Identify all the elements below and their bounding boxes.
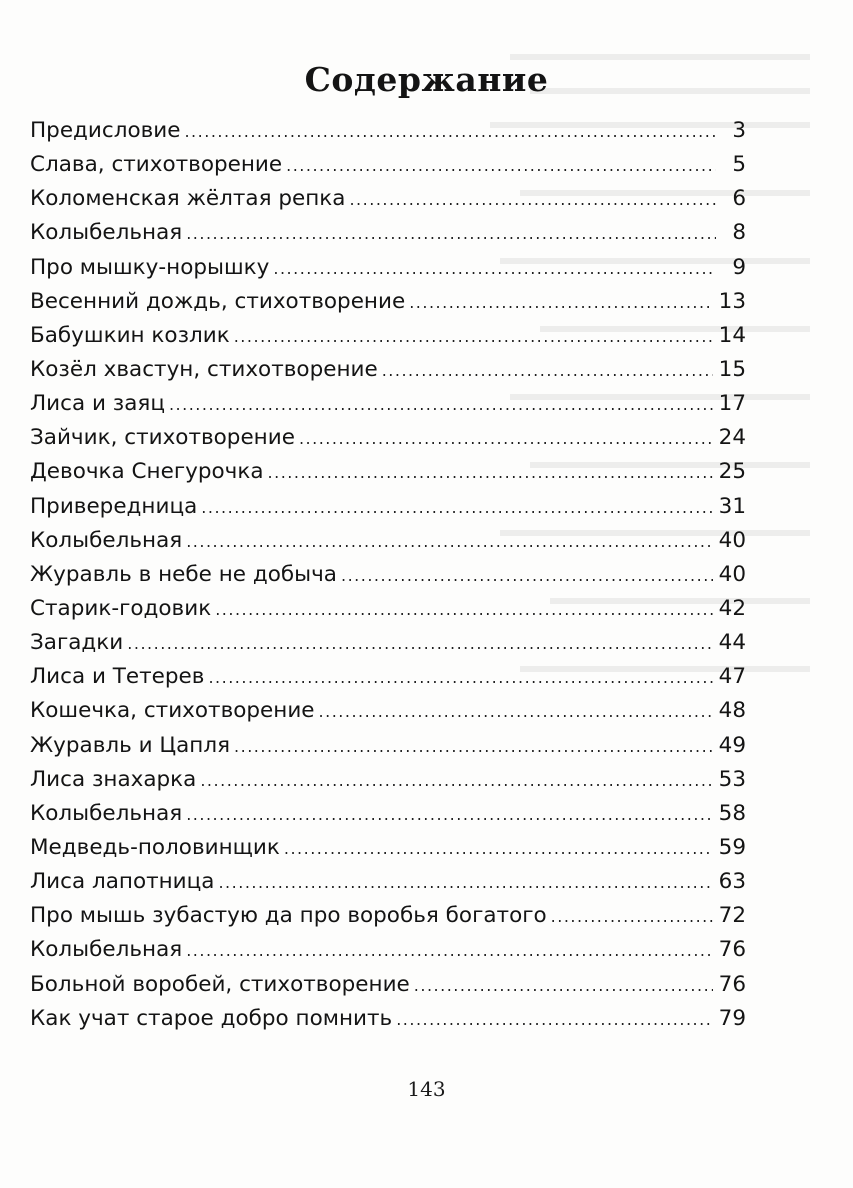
toc-entry-title: Бабушкин козлик (30, 322, 230, 348)
toc-entry-page: 6 (732, 186, 746, 212)
toc-entry (30, 455, 746, 489)
toc-entry (30, 251, 746, 285)
toc-entry-page: 72 (718, 903, 746, 929)
dot-leader (382, 354, 713, 387)
dot-leader (414, 969, 713, 1002)
toc-entry-title: Лиса и Тетерев (30, 664, 205, 690)
dot-leader (208, 661, 712, 694)
toc-entry-page: 3 (732, 118, 746, 143)
dot-leader (284, 832, 713, 865)
dot-leader (215, 593, 712, 626)
toc-entry-page: 25 (718, 459, 746, 485)
toc-entry-title: Колыбельная (30, 937, 183, 963)
toc-entry-title: Лиса знахарка (30, 766, 197, 792)
toc-entry-title: Про мышку-норышку (30, 254, 270, 280)
toc-entry-title: Привередница (30, 493, 198, 519)
toc-entry-page: 59 (718, 834, 746, 860)
toc-entry-title: Колыбельная (30, 220, 183, 246)
dot-leader (349, 183, 716, 216)
toc-entry-title: Зайчик, стихотворение (30, 425, 295, 451)
toc-entry-title: Колыбельная (30, 800, 183, 826)
toc-entry-title: Девочка Снегурочка (30, 459, 264, 485)
dot-leader (268, 456, 713, 489)
toc-entry-title: Коломенская жёлтая репка (30, 186, 346, 212)
dot-leader (218, 866, 712, 899)
toc-entry-title: Предисловие (30, 118, 181, 143)
toc-entry-page: 13 (718, 288, 746, 314)
dot-leader (551, 900, 713, 933)
dot-leader (186, 217, 716, 250)
toc-entry-title: Весенний дождь, стихотворение (30, 288, 406, 314)
toc-entry (30, 899, 746, 933)
toc-entry-page: 15 (718, 356, 746, 382)
dot-leader (409, 286, 712, 319)
dot-leader (234, 320, 713, 353)
toc-entry-page: 76 (718, 937, 746, 963)
toc-entry-title: Лиса и заяц (30, 391, 165, 417)
toc-entry-page: 42 (718, 595, 746, 621)
toc-entry (30, 660, 746, 694)
toc-entry-title: Журавль в небе не добыча (30, 561, 337, 587)
toc-entry (30, 592, 746, 626)
dot-leader (319, 695, 713, 728)
table-of-contents (30, 114, 746, 1036)
toc-entry (30, 865, 746, 899)
toc-entry (30, 933, 746, 967)
toc-entry-page: 40 (718, 527, 746, 553)
toc-entry (30, 558, 746, 592)
toc-entry-page: 40 (718, 561, 746, 587)
toc-entry (30, 763, 746, 797)
dot-leader (127, 627, 712, 660)
toc-entry-title: Слава, стихотворение (30, 152, 283, 178)
toc-entry (30, 729, 746, 763)
toc-entry (30, 114, 746, 148)
toc-entry-page: 49 (718, 732, 746, 758)
contents-heading: Содержание (304, 60, 549, 100)
toc-entry (30, 353, 746, 387)
toc-entry-page: 63 (718, 869, 746, 895)
dot-leader (273, 252, 716, 285)
toc-entry-page: 47 (718, 664, 746, 690)
toc-entry-page: 24 (718, 425, 746, 451)
toc-entry-page: 8 (732, 220, 746, 246)
toc-entry-title: Как учат старое добро помнить (30, 1005, 393, 1031)
toc-entry (30, 421, 746, 455)
dot-leader (200, 764, 712, 797)
toc-entry-page: 5 (732, 152, 746, 178)
dot-leader (186, 934, 712, 967)
toc-entry (30, 1002, 746, 1036)
toc-entry-title: Больной воробей, стихотворение (30, 971, 410, 997)
toc-entry (30, 694, 746, 728)
toc-entry (30, 285, 746, 319)
toc-entry (30, 524, 746, 558)
toc-entry-title: Журавль и Цапля (30, 732, 231, 758)
dot-leader (184, 115, 716, 148)
dot-leader (186, 798, 712, 831)
toc-entry-page: 58 (718, 800, 746, 826)
toc-entry-page: 48 (718, 698, 746, 724)
toc-entry (30, 216, 746, 250)
toc-entry (30, 182, 746, 216)
dot-leader (396, 1003, 712, 1036)
toc-entry-page: 79 (718, 1005, 746, 1031)
page-number: 143 (407, 1077, 446, 1101)
toc-entry (30, 148, 746, 182)
toc-entry (30, 797, 746, 831)
toc-entry-title: Лиса лапотница (30, 869, 215, 895)
dot-leader (341, 559, 713, 592)
toc-entry-title: Колыбельная (30, 527, 183, 553)
toc-entry (30, 490, 746, 524)
dot-leader (234, 730, 713, 763)
dot-leader (299, 422, 713, 455)
toc-entry-page: 53 (718, 766, 746, 792)
dot-leader (186, 525, 712, 558)
toc-entry (30, 626, 746, 660)
dot-leader (169, 388, 713, 421)
toc-entry-title: Старик-годовик (30, 595, 212, 621)
toc-entry-page: 17 (718, 391, 746, 417)
toc-entry-title: Козёл хвастун, стихотворение (30, 356, 378, 382)
toc-entry (30, 319, 746, 353)
toc-entry-page: 44 (718, 630, 746, 656)
toc-entry-page: 14 (718, 322, 746, 348)
toc-entry-title: Загадки (30, 630, 124, 656)
toc-entry-title: Медведь-половинщик (30, 834, 280, 860)
toc-entry-page: 9 (732, 254, 746, 280)
toc-entry (30, 968, 746, 1002)
toc-entry-page: 76 (718, 971, 746, 997)
toc-entry-page: 31 (718, 493, 746, 519)
toc-entry-title: Про мышь зубастую да про воробья богатого (30, 903, 547, 929)
toc-entry (30, 831, 746, 865)
toc-entry (30, 387, 746, 421)
dot-leader (201, 491, 712, 524)
toc-entry-title: Кошечка, стихотворение (30, 698, 315, 724)
dot-leader (286, 149, 716, 182)
